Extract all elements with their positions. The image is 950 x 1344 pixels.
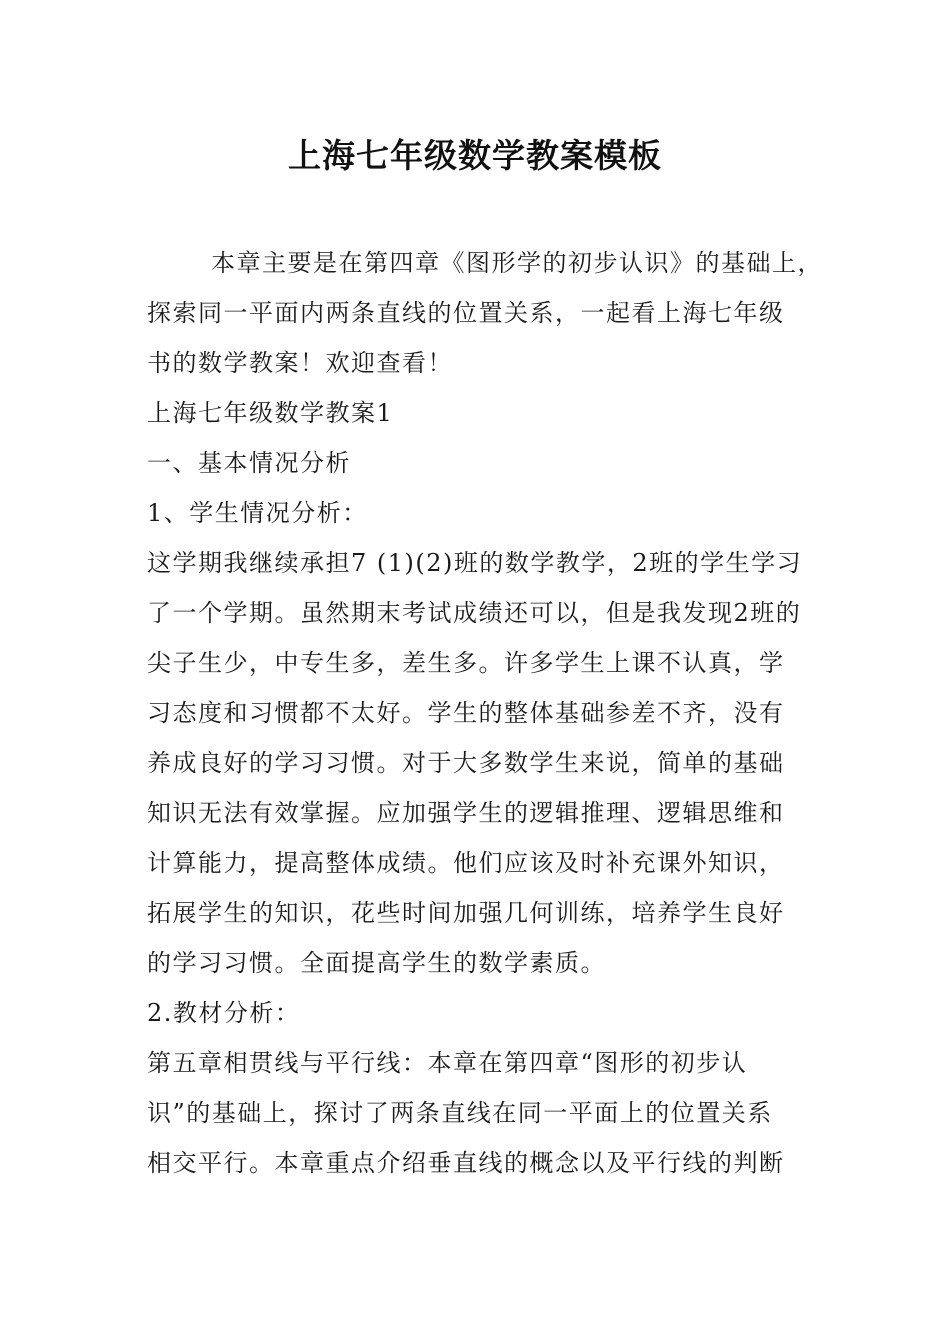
paragraph-line: 习态度和习惯都不太好。学生的整体基础参差不齐，没有	[147, 699, 785, 727]
document-title: 上海七年级数学教案模板	[288, 136, 662, 175]
paragraph-line: 拓展学生的知识，花些时间加强几何训练，培养学生良好	[147, 899, 785, 927]
paragraph-line: 相交平行。本章重点介绍垂直线的概念以及平行线的判断	[147, 1149, 785, 1177]
intro-line-3: 书的数学教案！欢迎查看！	[147, 349, 453, 377]
paragraph-line: 的学习习惯。全面提高学生的数学素质。	[147, 949, 606, 977]
subheading-textbook-analysis: 2.教材分析：	[147, 999, 301, 1027]
paragraph-line: 养成良好的学习习惯。对于大多数学生来说，简单的基础	[147, 749, 785, 777]
subheading-student-analysis: 1、学生情况分析：	[147, 499, 368, 527]
paragraph-line: 尖子生少，中专生多，差生多。许多学生上课不认真，学	[147, 649, 785, 677]
intro-line-2: 探索同一平面内两条直线的位置关系，一起看上海七年级	[147, 299, 785, 327]
section-heading-lesson-1: 上海七年级数学教案1	[147, 399, 394, 427]
paragraph-line: 第五章相贯线与平行线：本章在第四章“图形的初步认	[147, 1049, 748, 1077]
paragraph-line: 识”的基础上，探讨了两条直线在同一平面上的位置关系	[147, 1099, 773, 1127]
paragraph-line: 知识无法有效掌握。应加强学生的逻辑推理、逻辑思维和	[147, 799, 785, 827]
section-heading-basic-analysis: 一、基本情况分析	[147, 449, 351, 477]
intro-line-1: 本章主要是在第四章《图形学的初步认识》的基础上，	[211, 249, 823, 277]
paragraph-line: 了一个学期。虽然期末考试成绩还可以，但是我发现2班的	[147, 599, 802, 627]
document-body	[147, 238, 823, 1188]
paragraph-line: 计算能力，提高整体成绩。他们应该及时补充课外知识，	[147, 849, 785, 877]
paragraph-line: 这学期我继续承担7 (1)(2)班的数学教学，2班的学生学习	[147, 549, 803, 577]
